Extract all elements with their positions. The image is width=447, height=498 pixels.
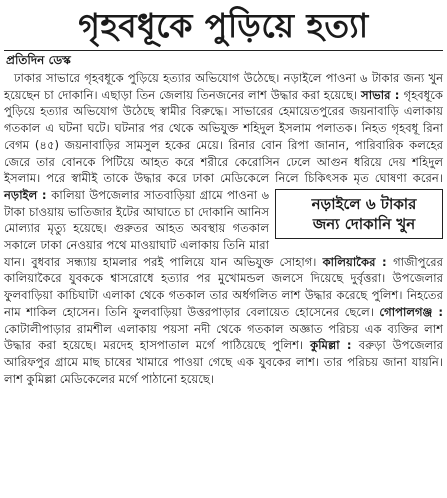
headline-divider <box>4 50 443 51</box>
kaliakoir-text: গাজীপুরের কালিয়াকৈরে যুবককে শ্বাসরোধে হত্যার পর মুখোমন্ডল জলসে দিয়েছে দুর্বৃত্তরা। উপজেলার ফুলবাড়িয়া কাচিঘাটা এলাকা থেকে গতকাল তার অর্ধগলিত লাশ উদ্ধার করেছে পুলিশ। নিহতের নাম শাকিল হোসেন। তিনি ফুলবাড়িয়া উত্তরপাড়ার বেলায়েত হোসেনের ছেলে। <box>4 254 444 319</box>
dateline-gopalganj: গোপালগঞ্জ : <box>379 304 444 319</box>
inset-headline-box <box>275 189 443 239</box>
headline: গৃহবধূকে পুড়িয়ে হত্যা <box>78 6 369 45</box>
dateline-savar: সাভার : <box>361 87 404 102</box>
gopalganj-text: কোটালীপাড়ার রামশীল এলাকায় পয়সা নদী থেকে গতকাল অজ্ঞাত পরিচয় এক ব্যক্তির লাশ উদ্ধার করা হয়েছে। মরদেহ হাসপাতাল মর্গে পাঠিয়েছে পুলিশ। <box>4 321 443 353</box>
article-body <box>4 70 443 387</box>
article-paragraph <box>4 70 443 387</box>
byline: প্রতিদিন ডেস্ক <box>6 53 71 67</box>
dateline-narail: নড়াইল : <box>4 187 52 202</box>
narail-text: কালিয়া উপজেলার সাতবাড়িয়া গ্রামে পাওনা ৬ টাকা চাওয়ায় ভাতিজার ইটের আঘাতে চা দোকানি আনিস মোল্যার মৃত্যু হয়েছে। গুরুতর আহত অবস্থায় গতকাল সকালে ঢাকা নেওয়ার পথে মাওয়াঘাট এলাকায় তিনি মারা যান। বুধবার সন্ধ্যায় হামলার পরই পালিয়ে যান অভিযুক্ত সোহাগ। <box>4 187 323 269</box>
savar-text: গৃহবধূকে পুড়িয়ে হত্যার অভিযোগ উঠেছে স্বামীর বিরুদ্ধে। সাভারের হেমায়েতপুরের জয়নাবাড়ি এলাকায় গতকাল এ ঘটনা ঘটে। ঘটনার পর থেকে অভিযুক্ত শহিদুল ইসলাম পলাতক। নিহত গৃহবধূ রিনা বেগম (৪৫) জয়নাবাড়ির সামসুল হকের মেয়ে। রিনার বোন রিপা জানান, পারিবারিক কলহের জেরে তার বোনকে পিটিয়ে আহত করে শরীরে কেরোসিন ঢেলে আগুন ধরিয়ে দেয় শহিদুল ইসলাম। পরে স্বামীই তাকে উদ্ধার করে ঢাকা মেডিকেলে নিলে চিকিৎসক মৃত ঘোষণা করেন। <box>4 87 444 186</box>
inset-line-2: জন্য দোকানি খুন <box>312 214 416 233</box>
cumilla-text: বরুড়া উপজেলার আরিফপুর গ্রামে মাছ চাষের খামারে পাওয়া গেছে এক যুবকের লাশ। তার পরিচয় জানা যায়নি। লাশ কুমিল্লা মেডিকেলের মর্গে পাঠানো হয়েছে। <box>4 338 443 386</box>
dateline-cumilla: কুমিল্লা : <box>310 338 359 353</box>
intro-text: ঢাকার সাভারে গৃহবধূকে পুড়িয়ে হত্যার অভিযোগ উঠেছে। নড়াইলে পাওনা ৬ টাকার জন্য খুন হয়েছেন চা দোকানি। এছাড়া তিন জেলায় তিনজনের লাশ উদ্ধার করা হয়েছে। <box>4 71 443 102</box>
dateline-kaliakoir: কালিয়াকৈর : <box>322 254 394 269</box>
inset-line-1: নড়াইলে ৬ টাকার <box>311 194 417 213</box>
